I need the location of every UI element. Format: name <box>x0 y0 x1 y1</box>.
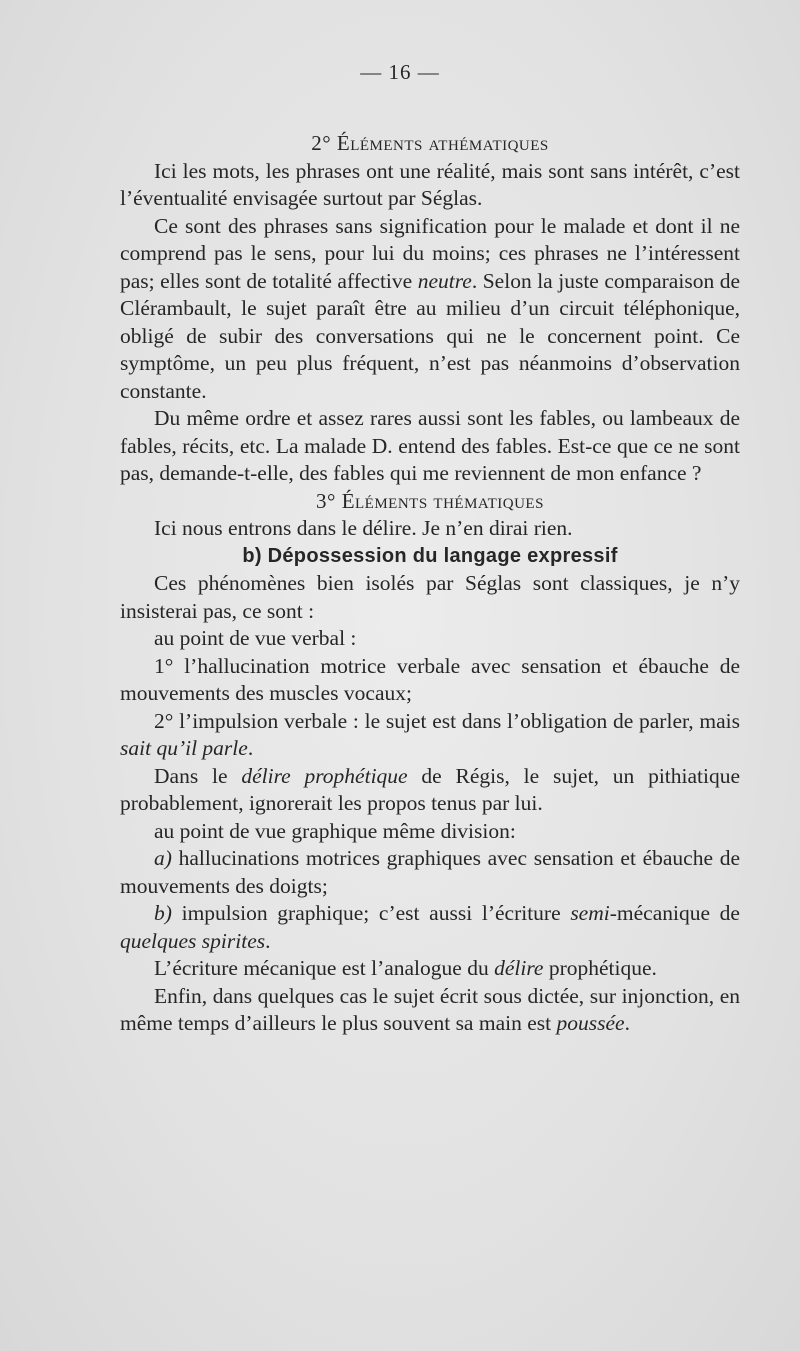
page-number: — 16 — <box>360 60 440 84</box>
page-body <box>120 130 740 1038</box>
emphasis: neutre <box>417 268 472 293</box>
paragraph: Ces phénomènes bien isolés par Séglas sont classiques, je n’y insisterai pas, ce sont : <box>120 571 740 623</box>
paragraph: L’écriture mécanique est l’analogue du délire prophétique. <box>154 956 657 980</box>
emphasis: délire prophétique <box>241 763 408 788</box>
section-3-heading: 3° Éléments thématiques <box>316 488 544 513</box>
list-label: b) <box>154 901 172 925</box>
paragraph: 1° l’hallucination motrice verbale avec sensation et ébauche de mouvements des muscles vocaux; <box>120 653 740 705</box>
paragraph: Dans le délire prophétique de Régis, le sujet, un pithiatique probablement, ignorerait les propos tenus par lui. <box>120 763 741 815</box>
emphasis: quelques spirites <box>120 928 266 953</box>
paragraph: a) hallucinations motrices graphiques avec sensation et ébauche de mouvements des doigts; <box>120 846 740 898</box>
list-label: a) <box>154 846 172 870</box>
paragraph: au point de vue graphique même division: <box>154 818 516 843</box>
paragraph: Du même ordre et assez rares aussi sont les fables, ou lambeaux de fables, récits, etc. La malade D. entend des fables. Est-ce que ce ne sont pas, demande-t-elle, des fables qui me reviennent de mon enfance ? <box>120 406 740 485</box>
emphasis: sait qu’il parle <box>120 736 248 760</box>
paragraph: au point de vue verbal : <box>154 626 357 650</box>
section-b-heading: b) Dépossession du langage expressif <box>242 544 618 567</box>
paragraph: Ici nous entrons dans le délire. Je n’en dirai rien. <box>154 516 573 540</box>
emphasis: semi- <box>570 901 617 925</box>
emphasis: poussée <box>556 1011 625 1035</box>
paragraph: 2° l’impulsion verbale : le sujet est dans l’obligation de parler, mais sait qu’il parle. <box>120 708 740 760</box>
paragraph: Ici les mots, les phrases ont une réalité, mais sont sans intérêt, c’est l’éventualité envisagée surtout par Séglas. <box>120 158 740 210</box>
emphasis: délire <box>494 956 544 980</box>
section-2-heading: 2° Éléments athématiques <box>311 131 549 155</box>
paragraph: b) impulsion graphique; c’est aussi l’écriture semi-mécanique de quelques spirites. <box>120 901 740 953</box>
paragraph: Ce sont des phrases sans signification pour le malade et dont il ne comprend pas le sens, pour lui du moins; ces phrases ne l’intéressent pas; elles sont de totalité affective neutre. Selon la juste comparaison de Clérambault, le sujet paraît être au milieu d’un circuit téléphonique, obligé de subir des conversations qui ne le concernent point. Ce symptôme, un peu plus fréquent, n’est pas néanmoins d’observation constante. <box>120 213 740 403</box>
paragraph: Enfin, dans quelques cas le sujet écrit sous dictée, sur injonction, en même temps d’ailleurs le plus souvent sa main est poussée. <box>120 983 740 1035</box>
